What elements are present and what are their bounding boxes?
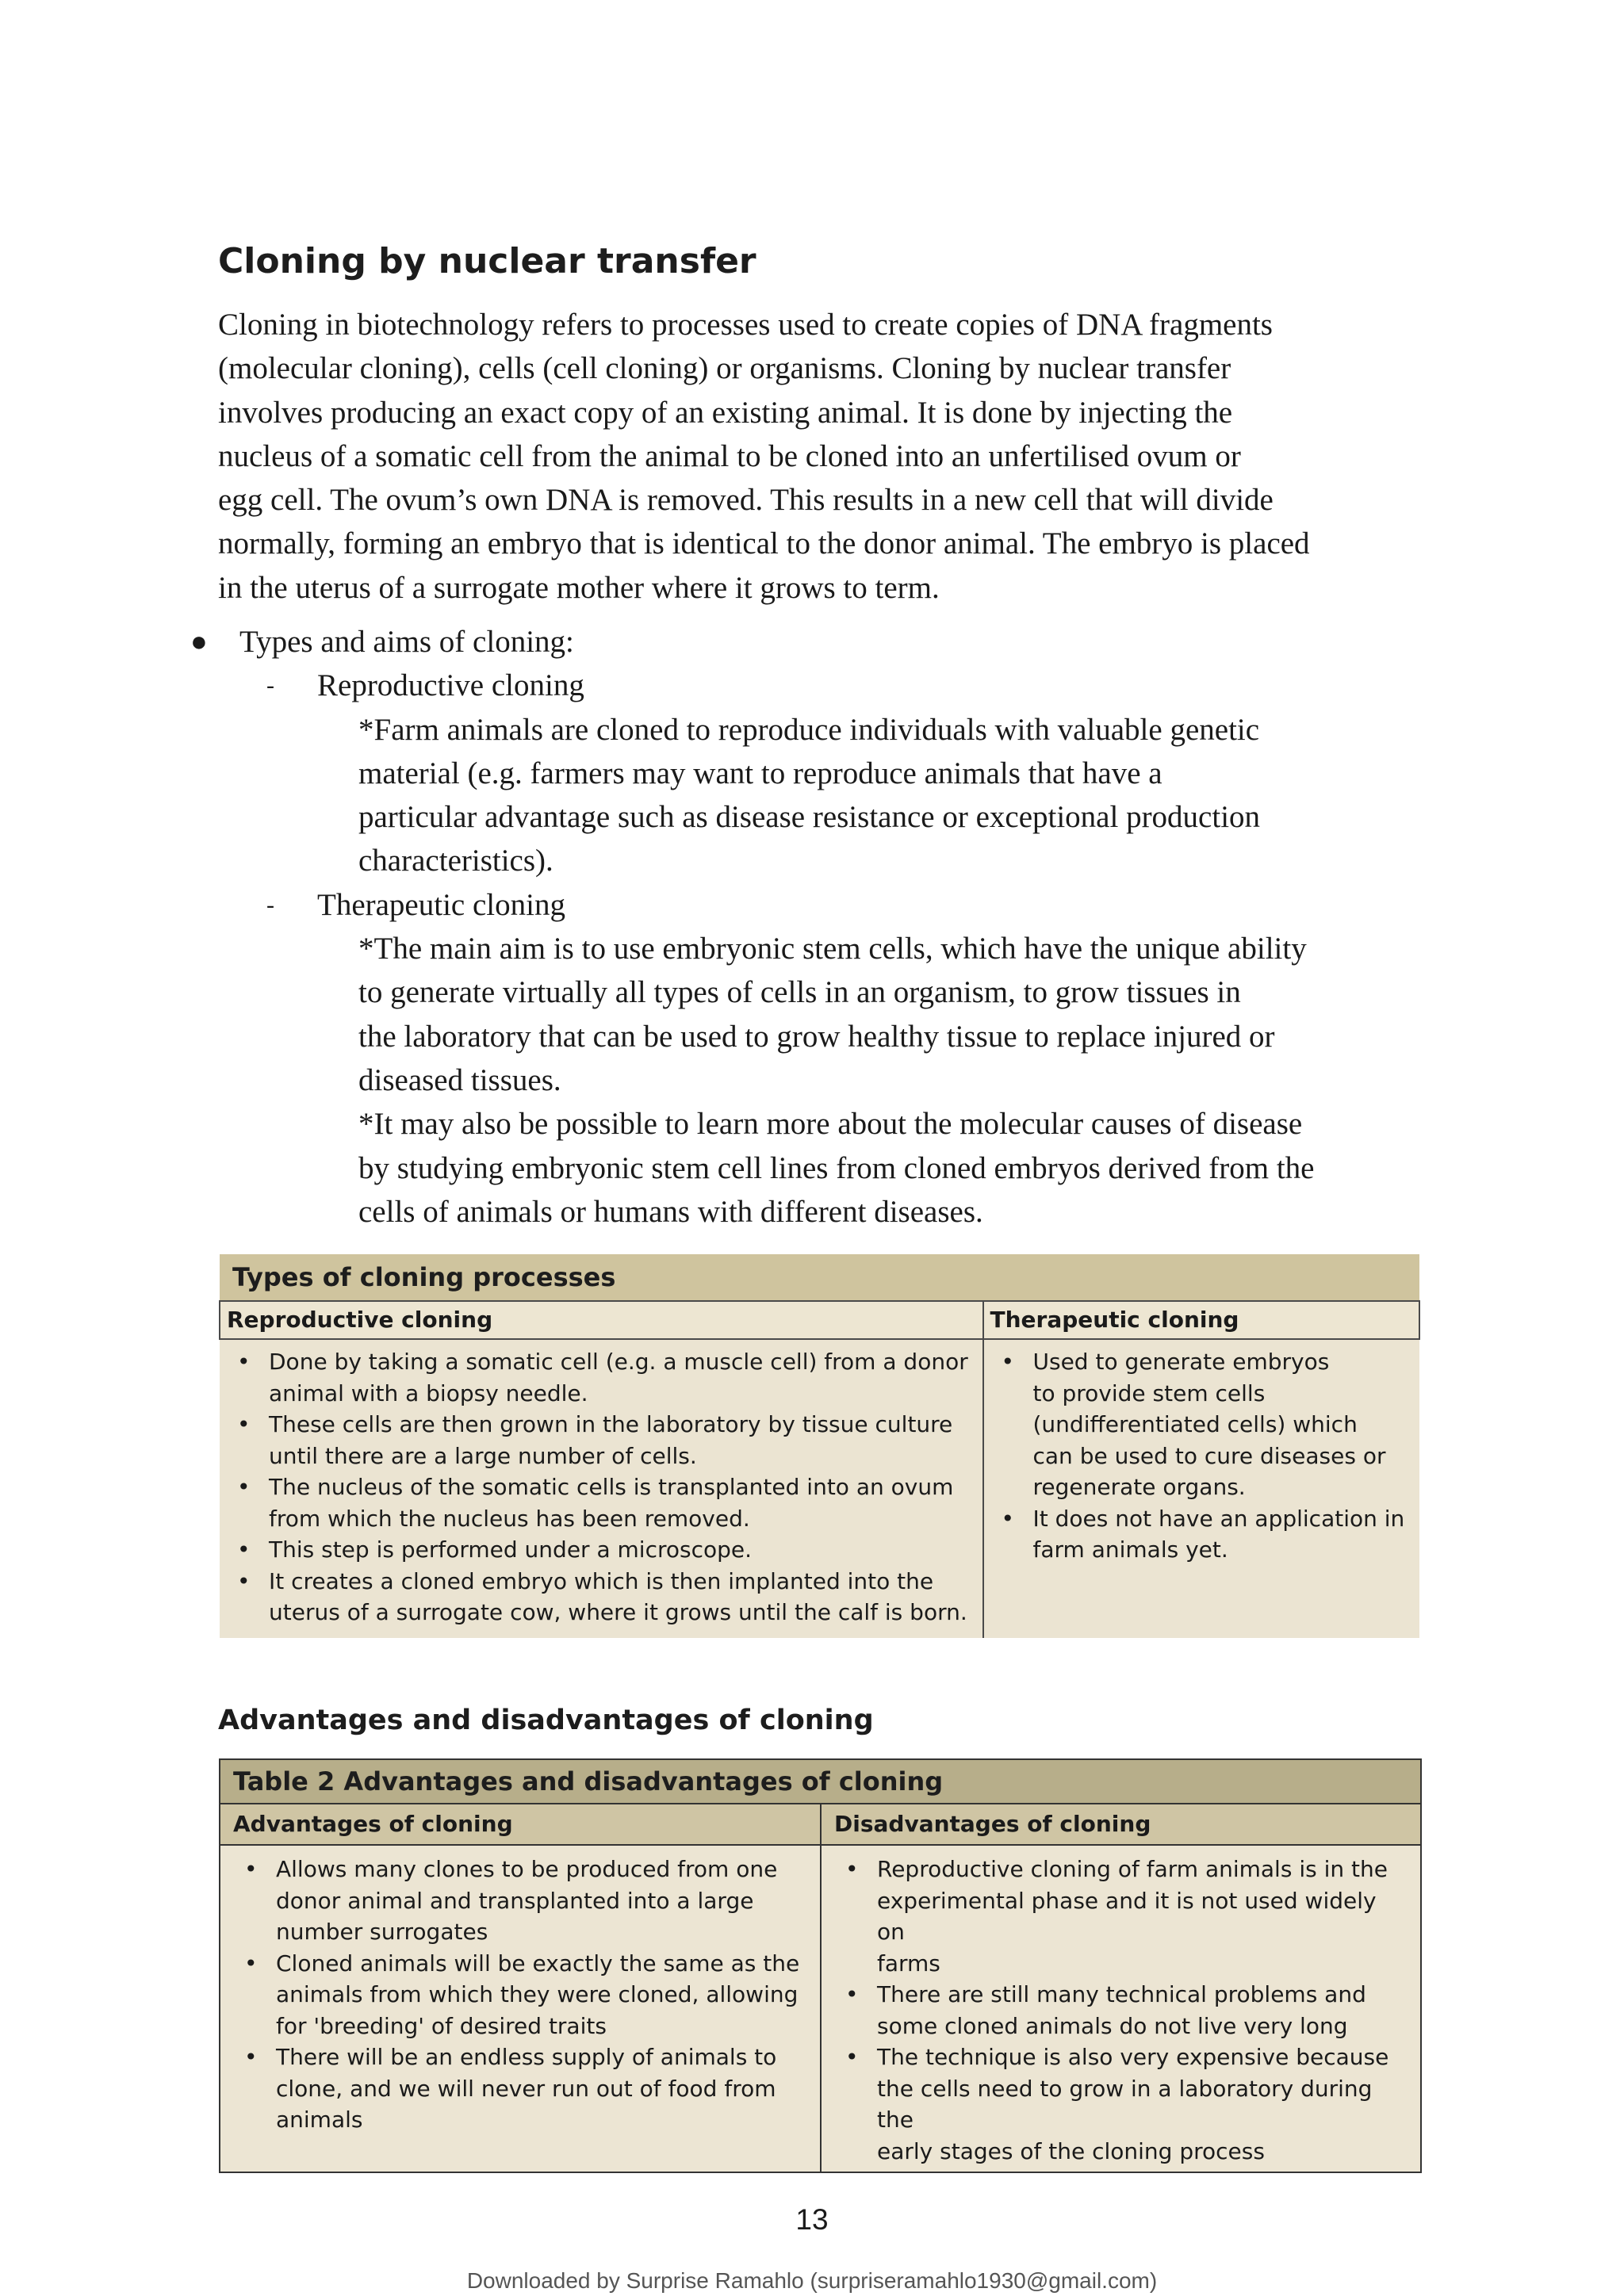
column-header: Disadvantages of cloning bbox=[821, 1804, 1421, 1845]
list-item-label: Therapeutic cloning bbox=[317, 887, 565, 922]
bullet-icon: ● bbox=[190, 626, 208, 657]
cell-line: animals from which they were cloned, allowing bbox=[276, 1981, 799, 2007]
cell-line: some cloned animals do not live very long bbox=[877, 2012, 1348, 2039]
table-cell bbox=[220, 1845, 821, 2172]
cloning-types-list bbox=[190, 620, 1419, 1234]
list-item bbox=[233, 2042, 807, 2136]
list-item bbox=[226, 1471, 976, 1534]
list-item bbox=[190, 620, 1419, 664]
table-cell bbox=[983, 1339, 1420, 1638]
cell-line: clone, and we will never run out of food from bbox=[276, 2075, 776, 2102]
list-item-text: *Farm animals are cloned to reproduce individuals with valuable genetic bbox=[358, 712, 1260, 747]
cell-line: animal with a biopsy needle. bbox=[269, 1380, 588, 1406]
list-item bbox=[226, 1346, 976, 1409]
cell-line: • The nucleus of the somatic cells is transplanted into an ovum bbox=[269, 1474, 954, 1500]
cell-line: • Used to generate embryos bbox=[1032, 1349, 1330, 1375]
dash-icon: - bbox=[266, 672, 274, 699]
list-item-text: to generate virtually all types of cells in an organism, to grow tissues in bbox=[358, 975, 1241, 1010]
cell-line: • It does not have an application in bbox=[1032, 1505, 1405, 1532]
cell-line: for 'breeding' of desired traits bbox=[276, 2012, 607, 2039]
cell-line: farms bbox=[877, 1950, 940, 1976]
list-item-label: Types and aims of cloning: bbox=[239, 625, 574, 659]
list-item-label: Reproductive cloning bbox=[317, 668, 584, 703]
list-item bbox=[990, 1503, 1414, 1566]
cell-line: • These cells are then grown in the laboratory by tissue culture bbox=[269, 1411, 953, 1437]
cell-line: • Cloned animals will be exactly the same as the bbox=[276, 1950, 800, 1976]
page-number: 13 bbox=[795, 2203, 829, 2236]
list-item-text: characteristics). bbox=[358, 844, 553, 878]
intro-line: Cloning in biotechnology refers to processes used to create copies of DNA fragments bbox=[218, 308, 1273, 342]
cell-line: until there are a large number of cells. bbox=[269, 1442, 697, 1469]
cell-line: • The technique is also very expensive because bbox=[877, 2044, 1389, 2070]
cell-line: early stages of the cloning process bbox=[877, 2137, 1265, 2164]
dash-icon: - bbox=[266, 891, 274, 918]
cell-line: • There will be an endless supply of animals to bbox=[276, 2044, 777, 2070]
list-item bbox=[233, 1948, 807, 2042]
table-caption: Table 2 Advantages and disadvantages of cloning bbox=[220, 1759, 1421, 1804]
cell-line: • It creates a cloned embryo which is then implanted into the bbox=[269, 1567, 934, 1594]
cell-line: • Done by taking a somatic cell (e.g. a muscle cell) from a donor bbox=[269, 1349, 968, 1375]
list-item bbox=[226, 1566, 976, 1628]
cell-line: (undifferentiated cells) which bbox=[1032, 1411, 1358, 1437]
list-item-text: cells of animals or humans with different diseases. bbox=[358, 1194, 983, 1229]
cell-line: • There are still many technical problems and bbox=[877, 1981, 1366, 2007]
intro-line: in the uterus of a surrogate mother where it grows to term. bbox=[218, 570, 940, 605]
list-item-text: *It may also be possible to learn more about the molecular causes of disease bbox=[358, 1107, 1303, 1142]
list-item-text: particular advantage such as disease resistance or exceptional production bbox=[358, 800, 1261, 835]
cell-line: the cells need to grow in a laboratory during the bbox=[877, 2075, 1373, 2133]
list-item-text: diseased tissues. bbox=[358, 1062, 561, 1097]
column-header: Reproductive cloning bbox=[220, 1301, 983, 1339]
cell-line: • Reproductive cloning of farm animals is in the bbox=[877, 1856, 1388, 1882]
list-item bbox=[990, 1346, 1414, 1503]
list-item bbox=[226, 1409, 976, 1471]
list-item-text: by studying embryonic stem cell lines from cloned embryos derived from the bbox=[358, 1150, 1315, 1185]
intro-line: involves producing an exact copy of an existing animal. It is done by injecting the bbox=[218, 395, 1233, 430]
list-item-reproductive bbox=[190, 664, 1419, 707]
list-item-text: the laboratory that can be used to grow healthy tissue to replace injured or bbox=[358, 1019, 1275, 1054]
table-cell bbox=[220, 1339, 983, 1638]
cell-line: to provide stem cells bbox=[1032, 1380, 1266, 1406]
table-caption: Types of cloning processes bbox=[220, 1254, 1419, 1301]
table-cell bbox=[821, 1845, 1421, 2172]
cell-line: donor animal and transplanted into a large bbox=[276, 1887, 754, 1914]
cell-line: animals bbox=[276, 2107, 363, 2133]
cloning-processes-table bbox=[219, 1254, 1420, 1638]
cell-line: can be used to cure diseases or bbox=[1032, 1442, 1386, 1469]
list-item bbox=[226, 1534, 976, 1566]
intro-line: normally, forming an embryo that is identical to the donor animal. The embryo is placed bbox=[218, 526, 1310, 561]
section-heading: Cloning by nuclear transfer bbox=[218, 241, 756, 281]
cell-line: from which the nucleus has been removed. bbox=[269, 1505, 750, 1532]
cell-line: • Allows many clones to be produced from one bbox=[276, 1856, 778, 1882]
list-item-text: *The main aim is to use embryonic stem cells, which have the unique ability bbox=[358, 932, 1307, 966]
intro-line: nucleus of a somatic cell from the animal to be cloned into an unfertilised ovum or bbox=[218, 438, 1241, 473]
intro-paragraph bbox=[218, 303, 1415, 610]
download-footer: Downloaded by Surprise Ramahlo (surpriseramahlo1930@gmail.com) bbox=[466, 2268, 1158, 2293]
list-item bbox=[834, 2042, 1408, 2167]
column-header: Therapeutic cloning bbox=[983, 1301, 1420, 1339]
intro-line: egg cell. The ovum’s own DNA is removed. This results in a new cell that will divide bbox=[218, 483, 1274, 518]
cell-line: experimental phase and it is not used widely on bbox=[877, 1887, 1377, 1945]
intro-line: (molecular cloning), cells (cell cloning) or organisms. Cloning by nuclear transfer bbox=[218, 351, 1231, 386]
subsection-heading: Advantages and disadvantages of cloning bbox=[218, 1705, 874, 1736]
list-item-therapeutic bbox=[190, 883, 1419, 927]
list-item bbox=[834, 1854, 1408, 1979]
cell-line: uterus of a surrogate cow, where it grows until the calf is born. bbox=[269, 1599, 967, 1625]
cell-line: farm animals yet. bbox=[1032, 1536, 1228, 1563]
cell-line: • This step is performed under a microscope. bbox=[269, 1536, 752, 1563]
list-item bbox=[233, 1854, 807, 1948]
list-item bbox=[834, 1979, 1408, 2042]
cell-line: regenerate organs. bbox=[1032, 1474, 1246, 1500]
cell-line: number surrogates bbox=[276, 1919, 488, 1945]
advantages-table bbox=[219, 1758, 1422, 2173]
column-header: Advantages of cloning bbox=[220, 1804, 821, 1845]
list-item-text: material (e.g. farmers may want to reproduce animals that have a bbox=[358, 756, 1162, 790]
